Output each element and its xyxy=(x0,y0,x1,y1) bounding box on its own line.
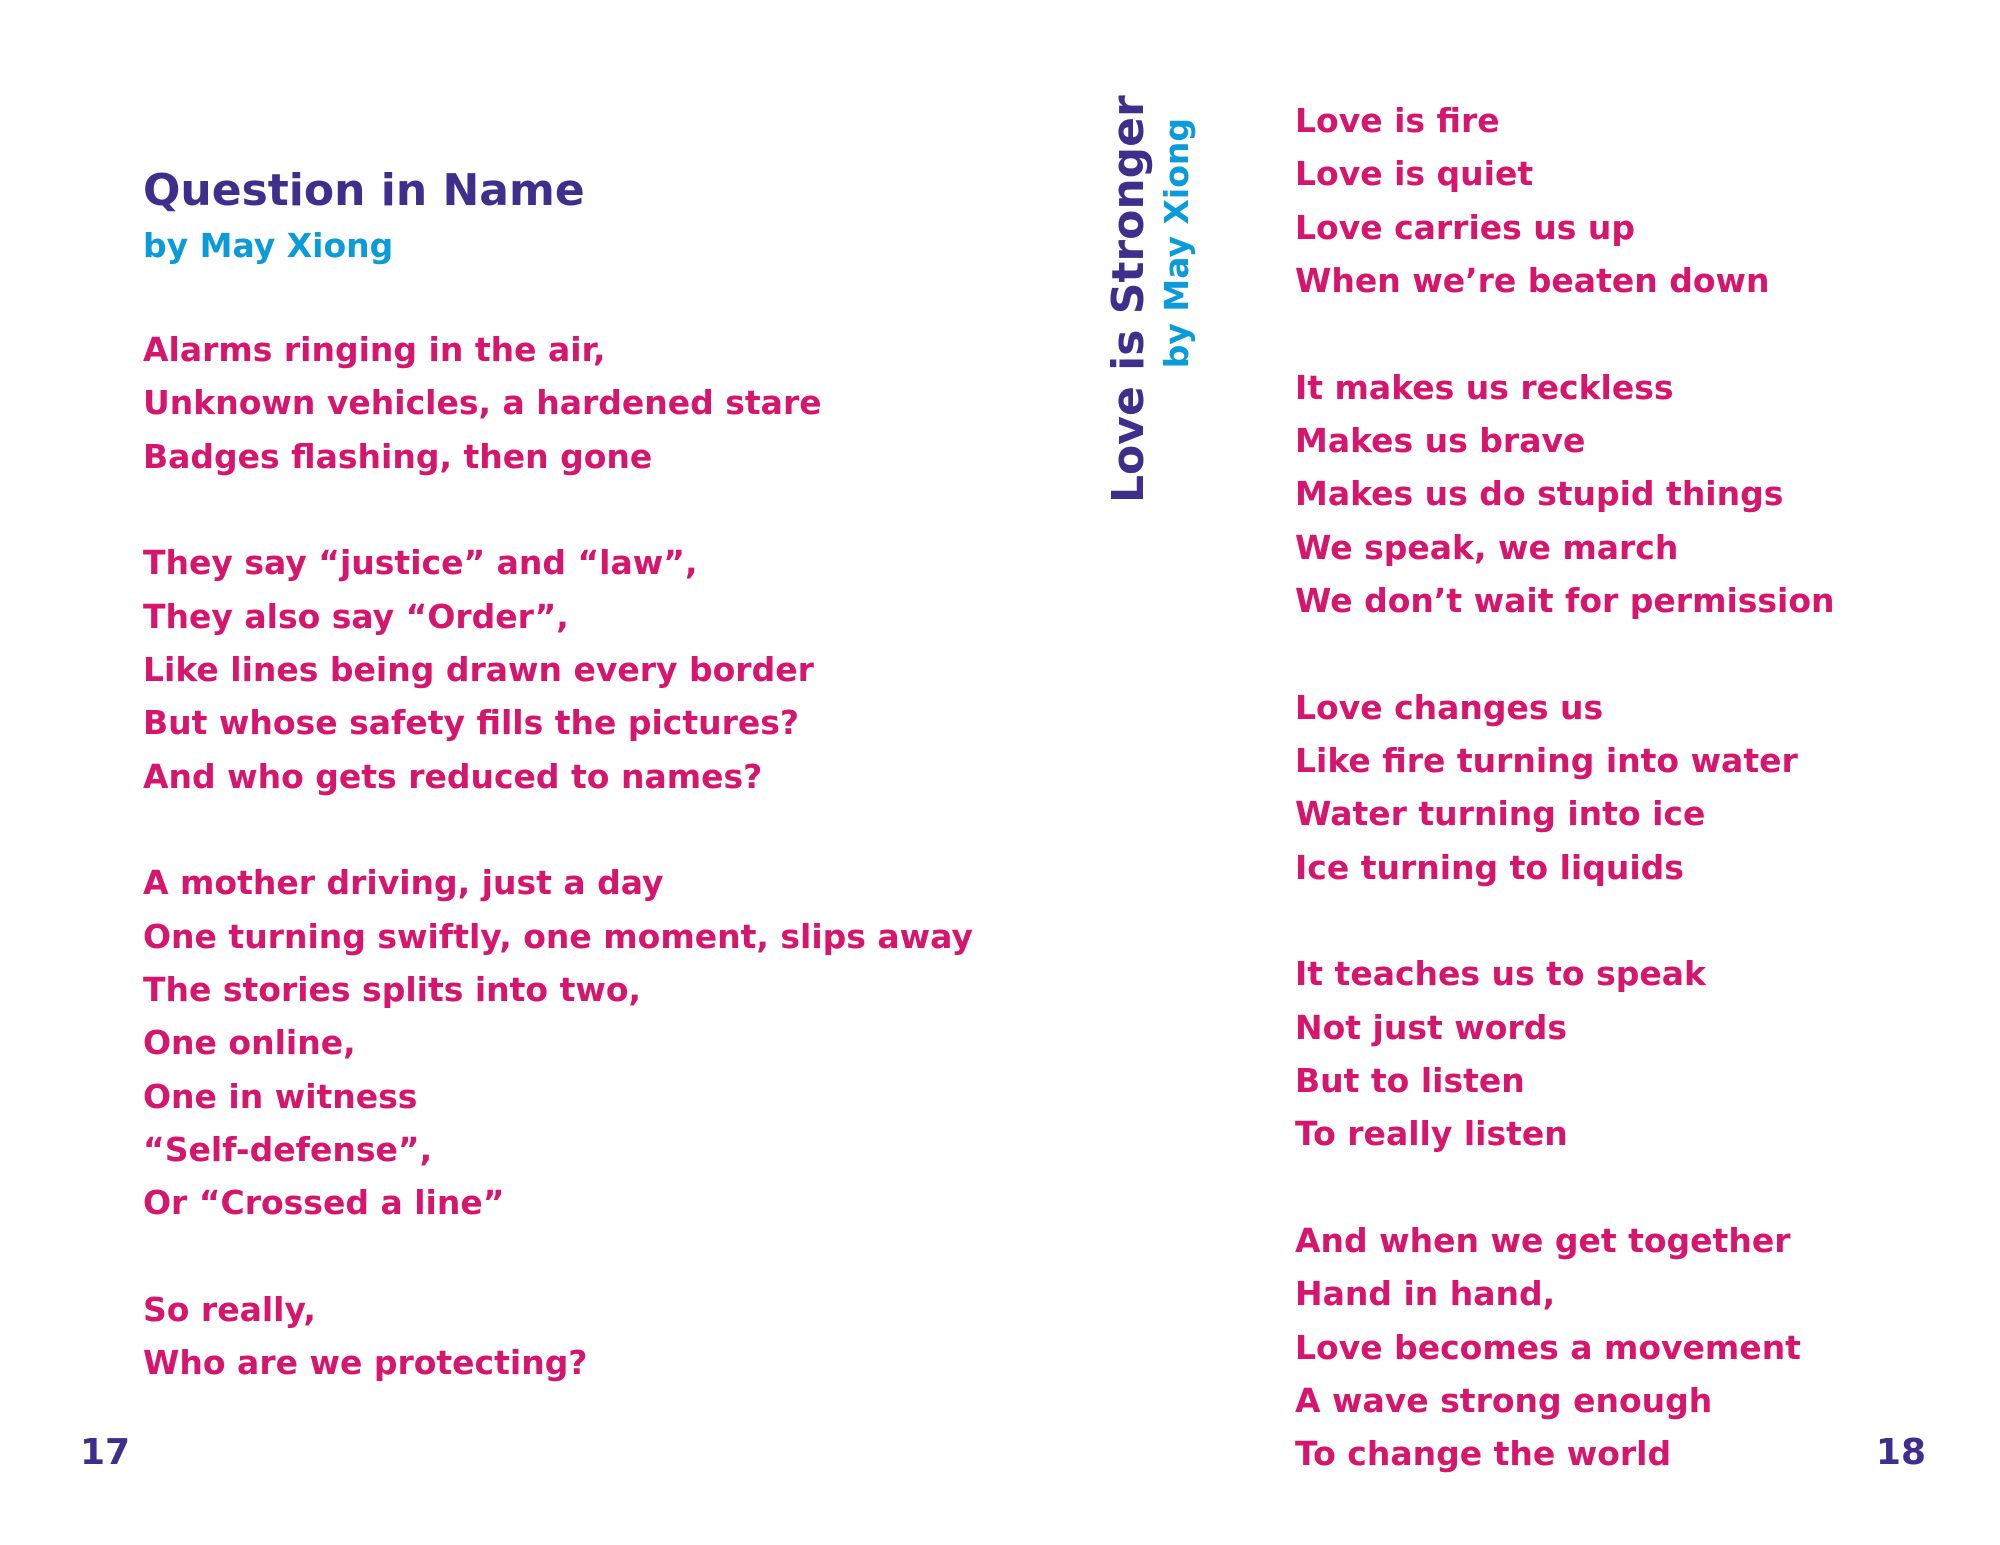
poem-line: When we’re beaten down xyxy=(1295,260,1770,300)
stanza xyxy=(143,536,923,802)
poem-line: Love is fire xyxy=(1295,101,1500,140)
poem-line: Badges flashing, then gone xyxy=(143,436,653,476)
poem-line: But to listen xyxy=(1295,1060,1525,1100)
poem-line: The stories splits into two, xyxy=(143,969,642,1009)
page-number-left: 17 xyxy=(80,1432,131,1473)
stanza xyxy=(1295,94,2000,307)
poem-title-love-is-stronger: Love is Stronger xyxy=(1103,95,1154,503)
stanza xyxy=(143,1283,923,1390)
poem-body-love-is-stronger xyxy=(1295,94,2000,1481)
poem-line: To really listen xyxy=(1295,1114,1568,1154)
poem-line: Hand in hand, xyxy=(1295,1274,1556,1314)
poem-line: To change the world xyxy=(1295,1434,1672,1474)
page-number-right: 18 xyxy=(1875,1432,1926,1473)
poem-line: A wave strong enough xyxy=(1295,1380,1713,1420)
poem-line: But whose safety fills the pictures? xyxy=(143,703,800,743)
poem-line: It teaches us to speak xyxy=(1295,954,1706,994)
poem-line: Alarms ringing in the air, xyxy=(143,330,606,369)
stanza xyxy=(1295,947,2000,1160)
poem-line: Or “Crossed a line” xyxy=(143,1183,505,1223)
poem-line: One online, xyxy=(143,1023,356,1063)
poem-line: One turning swiftly, one moment, slips away xyxy=(143,916,973,956)
poem-title-question-in-name: Question in Name xyxy=(143,165,585,216)
poem-line: Not just words xyxy=(1295,1007,1567,1047)
poem-line: Ice turning to liquids xyxy=(1295,847,1684,887)
poem-line: And when we get together xyxy=(1295,1221,1791,1261)
poem-line: Love changes us xyxy=(1295,687,1604,727)
stanza xyxy=(1295,681,2000,894)
poem-line: They say “justice” and “law”, xyxy=(143,543,698,583)
stanza xyxy=(143,323,923,483)
poem-line: They also say “Order”, xyxy=(143,596,569,636)
poem-line: So really, xyxy=(143,1289,316,1329)
poem-line: A mother driving, just a day xyxy=(143,863,664,903)
vertical-title-block xyxy=(1103,95,1203,503)
poem-line: Love carries us up xyxy=(1295,207,1636,247)
poem-line: We speak, we march xyxy=(1295,527,1679,567)
poem-line: Who are we protecting? xyxy=(143,1343,588,1383)
poem-line: Like lines being drawn every border xyxy=(143,649,814,689)
poem-line: Makes us brave xyxy=(1295,420,1586,460)
poem-byline-right: by May Xiong xyxy=(1157,118,1196,369)
poem-line: Unknown vehicles, a hardened stare xyxy=(143,383,822,423)
poem-line: Love is quiet xyxy=(1295,154,1534,194)
poem-line: Makes us do stupid things xyxy=(1295,474,1784,514)
poem-body-question-in-name xyxy=(143,323,973,1390)
poem-line: “Self-defense”, xyxy=(143,1129,433,1169)
poem-line: It makes us reckless xyxy=(1295,367,1674,407)
poem-line: One in witness xyxy=(143,1076,418,1116)
poem-line: Love becomes a movement xyxy=(1295,1327,1801,1367)
poem-line: Water turning into ice xyxy=(1295,794,1706,834)
poem-byline-left: by May Xiong xyxy=(143,226,394,265)
stanza xyxy=(1295,361,2000,627)
poem-line: Like fire turning into water xyxy=(1295,740,1798,780)
poem-line: We don’t wait for permission xyxy=(1295,580,1835,620)
poem-line: And who gets reduced to names? xyxy=(143,756,763,796)
stanza xyxy=(143,856,973,1229)
